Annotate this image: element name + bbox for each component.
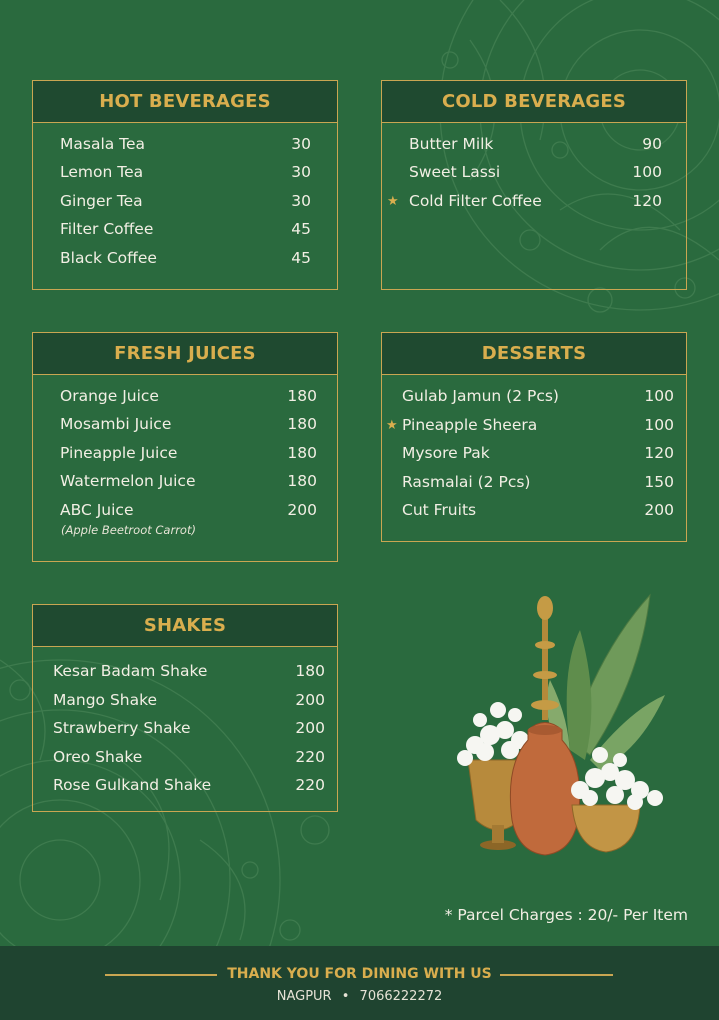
item-name: Cold Filter Coffee bbox=[409, 192, 542, 210]
list-item bbox=[53, 748, 325, 772]
item-name: Gulab Jamun (2 Pcs) bbox=[402, 387, 559, 405]
item-name: Lemon Tea bbox=[60, 163, 144, 181]
list-item bbox=[60, 220, 311, 244]
item-name: Cut Fruits bbox=[402, 501, 477, 519]
item-name: Butter Milk bbox=[409, 135, 494, 153]
fresh-juices-title: FRESH JUICES bbox=[33, 333, 337, 375]
item-name: Ginger Tea bbox=[60, 192, 143, 210]
item-name: Masala Tea bbox=[60, 135, 146, 153]
item-name: Rasmalai (2 Pcs) bbox=[402, 473, 531, 491]
item-price: 100 bbox=[644, 416, 674, 434]
item-price: 180 bbox=[287, 415, 317, 433]
hot-beverages-card bbox=[32, 80, 338, 290]
footer-contact bbox=[0, 989, 719, 1004]
item-name: Sweet Lassi bbox=[409, 163, 501, 181]
star-icon: ★ bbox=[387, 194, 399, 209]
list-item bbox=[409, 135, 662, 159]
shakes-title: SHAKES bbox=[33, 605, 337, 647]
list-item bbox=[60, 501, 317, 537]
item-name: Kesar Badam Shake bbox=[53, 662, 208, 680]
item-name: Strawberry Shake bbox=[53, 719, 191, 737]
list-item bbox=[402, 444, 674, 468]
item-price: 30 bbox=[291, 163, 311, 181]
desserts-card bbox=[381, 332, 687, 542]
list-item bbox=[60, 163, 311, 187]
list-item bbox=[53, 691, 325, 715]
item-name: Filter Coffee bbox=[60, 220, 154, 238]
item-description: (Apple Beetroot Carrot) bbox=[61, 523, 196, 537]
item-price: 200 bbox=[287, 501, 317, 519]
footer-thank-you: THANK YOU FOR DINING WITH US bbox=[227, 966, 492, 982]
list-item bbox=[402, 387, 674, 411]
list-item bbox=[60, 472, 317, 496]
footer bbox=[0, 946, 719, 1020]
item-price: 100 bbox=[644, 387, 674, 405]
item-name: Watermelon Juice bbox=[60, 472, 196, 490]
brass-lamp-vases-flowers-icon bbox=[450, 590, 670, 860]
item-name: Rose Gulkand Shake bbox=[53, 776, 212, 794]
list-item bbox=[402, 501, 674, 525]
item-price: 45 bbox=[291, 249, 311, 267]
item-price: 30 bbox=[291, 135, 311, 153]
list-item bbox=[386, 416, 674, 440]
item-price: 100 bbox=[632, 163, 662, 181]
item-price: 30 bbox=[291, 192, 311, 210]
item-price: 200 bbox=[295, 691, 325, 709]
item-price: 90 bbox=[642, 135, 662, 153]
list-item bbox=[60, 192, 311, 216]
item-price: 180 bbox=[295, 662, 325, 680]
item-price: 120 bbox=[632, 192, 662, 210]
item-name: Black Coffee bbox=[60, 249, 157, 267]
list-item bbox=[53, 662, 325, 686]
desserts-title: DESSERTS bbox=[382, 333, 686, 375]
cold-beverages-title: COLD BEVERAGES bbox=[382, 81, 686, 123]
item-name: Oreo Shake bbox=[53, 748, 143, 766]
star-icon: ★ bbox=[386, 418, 398, 433]
footer-city: NAGPUR bbox=[276, 989, 332, 1004]
list-item bbox=[60, 249, 311, 273]
fresh-juices-card bbox=[32, 332, 338, 562]
footer-separator: • bbox=[341, 989, 350, 1004]
list-item bbox=[60, 387, 317, 411]
item-price: 180 bbox=[287, 444, 317, 462]
item-price: 180 bbox=[287, 387, 317, 405]
item-price: 180 bbox=[287, 472, 317, 490]
item-name: ABC Juice bbox=[60, 501, 134, 519]
item-price: 200 bbox=[644, 501, 674, 519]
item-price: 220 bbox=[295, 776, 325, 794]
item-price: 150 bbox=[644, 473, 674, 491]
item-price: 120 bbox=[644, 444, 674, 462]
item-price: 220 bbox=[295, 748, 325, 766]
item-name: Orange Juice bbox=[60, 387, 159, 405]
hot-beverages-title: HOT BEVERAGES bbox=[33, 81, 337, 123]
item-name: Mango Shake bbox=[53, 691, 158, 709]
list-item bbox=[409, 163, 662, 187]
item-price: 200 bbox=[295, 719, 325, 737]
footer-phone: 7066222272 bbox=[359, 989, 443, 1004]
list-item bbox=[60, 444, 317, 468]
list-item bbox=[387, 192, 662, 216]
item-name: Pineapple Sheera bbox=[402, 416, 538, 434]
cold-beverages-card bbox=[381, 80, 687, 290]
shakes-card bbox=[32, 604, 338, 812]
item-name: Mosambi Juice bbox=[60, 415, 172, 433]
list-item bbox=[402, 473, 674, 497]
list-item bbox=[60, 135, 311, 159]
item-name: Mysore Pak bbox=[402, 444, 490, 462]
item-name: Pineapple Juice bbox=[60, 444, 178, 462]
item-price: 45 bbox=[291, 220, 311, 238]
list-item bbox=[53, 719, 325, 743]
list-item bbox=[60, 415, 317, 439]
list-item bbox=[53, 776, 325, 800]
parcel-charges-note: * Parcel Charges : 20/- Per Item bbox=[444, 906, 688, 924]
